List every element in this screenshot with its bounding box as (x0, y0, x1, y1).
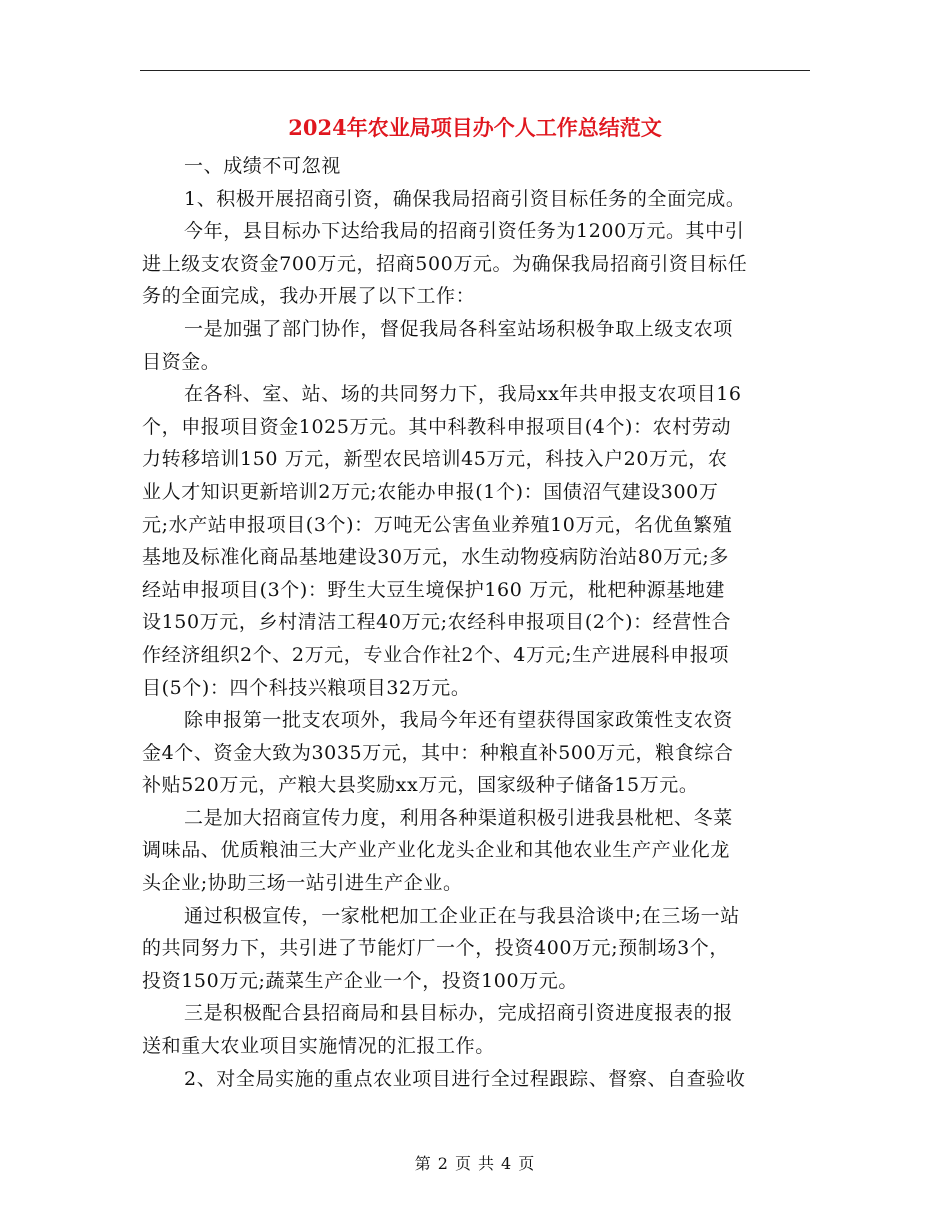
paragraph-line: 金4个、资金大致为3035万元，其中：种粮直补500万元，粮食综合 (142, 741, 734, 764)
paragraph-line: 设150万元，乡村清洁工程40万元;农经科申报项目(2个)：经营性合 (142, 611, 732, 634)
paragraph-line: 今年，县目标办下达给我局的招商引资任务为1200万元。其中引 (184, 220, 745, 243)
paragraph (142, 150, 810, 183)
paragraph (142, 183, 810, 216)
paragraph-line: 2、对全局实施的重点农业项目进行全过程跟踪、督察、自查验收 (184, 1067, 746, 1090)
footer-current-page: 2 (437, 1154, 449, 1173)
paragraph (142, 900, 810, 998)
paragraph-line: 1、积极开展招商引资，确保我局招商引资目标任务的全面完成。 (184, 187, 746, 210)
paragraph (142, 802, 810, 900)
paragraph-line: 除申报第一批支农项外，我局今年还有望获得国家政策性支农资 (184, 709, 733, 732)
paragraph-line: 头企业;协助三场一站引进生产企业。 (142, 872, 463, 895)
document-body (142, 150, 810, 1095)
paragraph-line: 业人才知识更新培训2万元;农能办申报(1个)：国债沼气建设300万 (142, 480, 719, 503)
footer-page-word: 页 (454, 1154, 472, 1173)
paragraph-line: 务的全面完成，我办开展了以下工作： (142, 285, 476, 308)
paragraph (142, 704, 810, 802)
paragraph-line: 基地及标准化商品基地建设30万元，水生动物疫病防治站80万元;多 (142, 546, 729, 569)
paragraph-line: 的共同努力下，共引进了节能灯厂一个，投资400万元;预制场3个， (142, 937, 729, 960)
paragraph-line: 元;水产站申报项目(3个)：万吨无公害鱼业养殖10万元，名优鱼繁殖 (142, 513, 733, 536)
paragraph-line: 进上级支农资金700万元，招商500万元。为确保我局招商引资目标任 (142, 252, 748, 275)
paragraph (142, 997, 810, 1062)
paragraph-line: 个，申报项目资金1025万元。其中科教科申报项目(4个)：农村劳动 (142, 415, 732, 438)
paragraph-line: 送和重大农业项目实施情况的汇报工作。 (142, 1035, 495, 1058)
paragraph-line: 二是加大招商宣传力度，利用各种渠道积极引进我县枇杷、冬菜 (184, 806, 733, 829)
paragraph-line: 补贴520万元，产粮大县奖励xx万元，国家级种子储备15万元。 (142, 774, 699, 797)
paragraph (142, 313, 810, 378)
footer-suffix: 页 (518, 1154, 536, 1173)
paragraph-line: 目(5个)：四个科技兴粮项目32万元。 (142, 676, 471, 699)
document-title: 2024年农业局项目办个人工作总结范文 (288, 115, 662, 140)
footer-prefix: 第 (414, 1154, 432, 1173)
paragraph (142, 378, 810, 704)
footer-total-word: 共 (478, 1154, 496, 1173)
paragraph-line: 三是积极配合县招商局和县目标办，完成招商引资进度报表的报 (184, 1002, 733, 1025)
paragraph-line: 力转移培训150 万元，新型农民培训45万元，科技入户20万元，农 (142, 448, 728, 471)
paragraph (142, 215, 810, 313)
paragraph-line: 一是加强了部门协作，督促我局各科室站场积极争取上级支农项 (184, 317, 733, 340)
page-footer (0, 1152, 950, 1176)
paragraph-line: 经站申报项目(3个)：野生大豆生境保护160 万元，枇杷种源基地建 (142, 578, 726, 601)
paragraph-line: 作经济组织2个、2万元，专业合作社2个、4万元;生产进展科申报项 (142, 643, 729, 666)
paragraph-line: 目资金。 (142, 350, 221, 373)
paragraph (142, 1063, 810, 1096)
footer-total-pages: 4 (501, 1154, 513, 1173)
paragraph-line: 投资150万元;蔬菜生产企业一个，投资100万元。 (142, 969, 578, 992)
paragraph-line: 通过积极宣传，一家枇杷加工企业正在与我县洽谈中;在三场一站 (184, 904, 740, 927)
paragraph-line: 在各科、室、站、场的共同努力下，我局xx年共申报支农项目16 (184, 383, 742, 406)
header-rule (140, 70, 810, 71)
paragraph-line: 一、成绩不可忽视 (184, 155, 341, 177)
paragraph-line: 调味品、优质粮油三大产业产业化龙头企业和其他农业生产产业化龙 (142, 839, 731, 862)
